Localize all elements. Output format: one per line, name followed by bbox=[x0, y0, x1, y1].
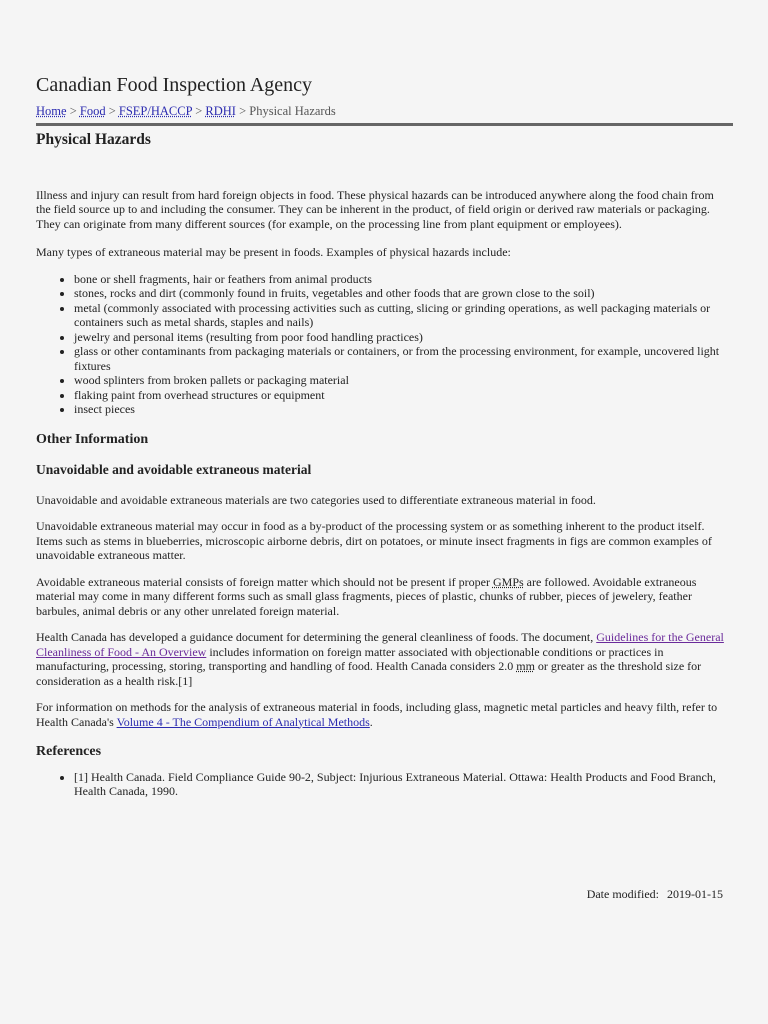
references-list bbox=[36, 770, 726, 799]
breadcrumb bbox=[36, 104, 336, 119]
date-modified-value: 2019-01-15 bbox=[667, 887, 723, 901]
paragraph-methods bbox=[36, 700, 726, 729]
guidelines-link[interactable]: Guidelines for the General Cleanliness of Food - An Overview bbox=[36, 630, 724, 659]
breadcrumb-fsep-haccp-link[interactable]: FSEP/HACCP bbox=[118, 104, 193, 118]
other-information-heading: Other Information bbox=[36, 431, 149, 447]
text-segment: For information on methods for the analysis of extraneous material in foods, including glass, magnetic metal particles and heavy filth, refer to Health Canada's bbox=[36, 700, 718, 729]
text-segment: Health Canada has developed a guidance document for determining the general cleanliness of foods. The document, bbox=[36, 630, 597, 644]
breadcrumb-separator: > bbox=[108, 104, 116, 118]
text-segment: . bbox=[369, 714, 373, 729]
main-content bbox=[36, 128, 726, 799]
text-segment: Avoidable extraneous material consists of foreign matter which should not be present if proper bbox=[36, 574, 493, 589]
list-item: • glass or other contaminants from packaging materials or containers, or from the processing environment, for example, uncovered light fixtures bbox=[74, 344, 726, 373]
unavoidable-heading: Unavoidable and avoidable extraneous material bbox=[36, 462, 312, 477]
breadcrumb-separator: > bbox=[239, 104, 247, 118]
reference-item: • [1] Health Canada. Field Compliance Guide 90-2, Subject: Injurious Extraneous Material. Ottawa: Health Products and Food Branch, Health Canada, 1990. bbox=[74, 770, 726, 799]
references-heading: References bbox=[36, 744, 102, 759]
text-segment: are followed. Avoidable extraneous material may come in many different forms such as small glass fragments, pieces of plastic, chunks of rubber, pieces of jewelery, feather barbules, animal debris or any other unrelated foreign material. bbox=[36, 574, 697, 618]
list-item: • insect pieces bbox=[74, 402, 726, 417]
gmps-abbreviation: GMPs bbox=[492, 574, 524, 589]
paragraph-unavoidable: Unavoidable extraneous material may occur in food as a by-product of the processing system or as something inherent to the product itself. Items such as stems in blueberries, microscopic airborne debris, dirt on potatoes, or minute insect fragments in figs are common examples of unavoidable extraneous matter. bbox=[36, 519, 712, 562]
site-title: Canadian Food Inspection Agency bbox=[36, 74, 313, 96]
breadcrumb-separator: > bbox=[69, 104, 77, 118]
breadcrumb-current: Physical Hazards bbox=[249, 104, 336, 118]
intro-paragraph: Illness and injury can result from hard foreign objects in food. These physical hazards can be introduced anywhere along the food chain from the field source up to and including the consumer. They can be inherent in the product, of field origin or derived raw materials or packaging. They can originate from many different sources (for example, on the processing line from plant equipment or employees). bbox=[36, 187, 714, 231]
paragraph-health-canada bbox=[36, 630, 726, 688]
paragraph-categories: Unavoidable and avoidable extraneous materials are two categories used to differentiate extraneous material in food. bbox=[36, 492, 596, 507]
list-item: • stones, rocks and dirt (commonly found in fruits, vegetables and other foods that are grown close to the soil) bbox=[74, 286, 726, 301]
list-item: • metal (commonly associated with processing activities such as cutting, slicing or grinding operations, as well packaging materials or containers such as metal shards, staples and nails) bbox=[74, 301, 726, 330]
list-item: • flaking paint from overhead structures or equipment bbox=[74, 388, 726, 403]
list-item: • jewelry and personal items (resulting from poor food handling practices) bbox=[74, 330, 726, 345]
text-segment: or greater as the threshold size for consideration as a health risk.[1] bbox=[36, 659, 702, 688]
examples-intro: Many types of extraneous material may be present in foods. Examples of physical hazards include: bbox=[36, 245, 511, 259]
breadcrumb-rdhi-link[interactable]: RDHI bbox=[205, 104, 236, 118]
date-modified bbox=[587, 887, 723, 902]
breadcrumb-food-link[interactable]: Food bbox=[79, 104, 106, 118]
compendium-link[interactable]: Volume 4 - The Compendium of Analytical Methods bbox=[116, 714, 370, 729]
text-segment: includes information on foreign matter associated with objectionable conditions or practices in manufacturing, processing, storing, transporting and handling of food. Health Canada considers 2.0 bbox=[36, 644, 664, 673]
page-title: Physical Hazards bbox=[36, 131, 151, 148]
breadcrumb-home-link[interactable]: Home bbox=[36, 104, 67, 118]
header-divider bbox=[36, 123, 733, 126]
mm-abbreviation: mm bbox=[516, 659, 535, 673]
list-item: • bone or shell fragments, hair or feathers from animal products bbox=[74, 272, 726, 287]
paragraph-avoidable bbox=[36, 575, 726, 619]
breadcrumb-separator: > bbox=[195, 104, 203, 118]
date-modified-label: Date modified: bbox=[586, 887, 659, 901]
hazard-list bbox=[36, 272, 726, 417]
list-item: • wood splinters from broken pallets or packaging material bbox=[74, 373, 726, 388]
